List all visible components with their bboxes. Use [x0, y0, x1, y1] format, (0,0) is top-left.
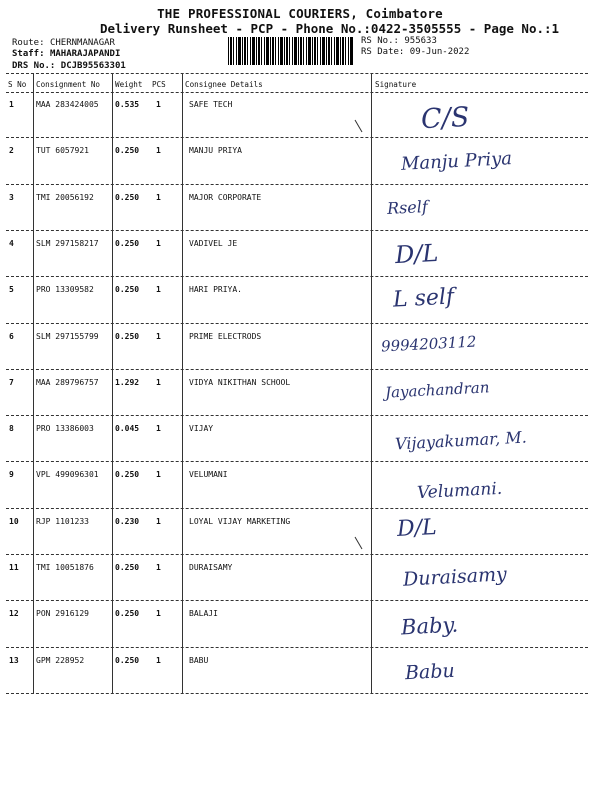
row-divider	[6, 693, 588, 694]
row-pcs: 1	[156, 516, 161, 526]
row-signature: 9994203112	[380, 332, 477, 355]
row-consignment-no: PON 2916129	[36, 609, 89, 619]
drs-value: DCJB95563301	[60, 61, 126, 71]
row-sno: 2	[9, 146, 14, 156]
check-mark-icon	[355, 536, 363, 549]
row-divider	[6, 369, 588, 370]
company-title: THE PROFESSIONAL COURIERS, Coimbatore	[157, 6, 443, 21]
rs-date-line	[361, 47, 469, 57]
table-top-rule	[6, 73, 588, 74]
row-signature: D/L	[394, 238, 439, 270]
row-consignment-no: PRO 13386003	[36, 424, 94, 434]
row-weight: 0.250	[115, 146, 140, 156]
row-sno: 6	[9, 331, 14, 341]
row-consignment-no: MAA 289796757	[36, 377, 99, 387]
rs-no-label: RS No.:	[361, 36, 399, 46]
rs-no-value: 955633	[404, 36, 437, 46]
route-label: Route:	[12, 38, 45, 48]
row-divider	[6, 647, 588, 648]
row-sno: 3	[9, 192, 14, 202]
row-weight: 0.230	[115, 516, 140, 526]
row-sno: 11	[9, 563, 19, 572]
row-pcs: 1	[156, 609, 161, 619]
row-sno: 7	[9, 377, 14, 387]
row-consignee: VADIVEL JE	[189, 238, 238, 248]
col-header-consignment: Consignment No	[36, 80, 101, 89]
row-sno: 12	[9, 609, 19, 619]
col-header-sno: S No	[8, 80, 27, 89]
row-consignment-no: SLM 297158217	[36, 238, 99, 248]
route-line	[12, 38, 115, 48]
col-header-signature: Signature	[375, 80, 417, 89]
row-weight: 0.250	[115, 470, 140, 480]
row-weight: 0.535	[115, 100, 140, 109]
row-pcs: 1	[156, 192, 161, 202]
row-signature: Vijayakumar, M.	[394, 427, 528, 454]
row-signature: Rself	[386, 196, 429, 218]
row-consignee: VIJAY	[189, 424, 214, 434]
row-consignment-no: TUT 6057921	[36, 146, 89, 156]
col-header-weight: Weight	[115, 80, 143, 89]
row-weight: 0.250	[115, 192, 140, 202]
row-pcs: 1	[156, 377, 161, 387]
row-pcs: 1	[156, 563, 161, 572]
row-consignee: LOYAL VIJAY MARKETING	[189, 516, 291, 526]
row-consignee: SAFE TECH	[189, 100, 233, 109]
row-divider	[6, 600, 588, 601]
row-sno: 13	[9, 655, 19, 665]
row-signature: D/L	[396, 514, 438, 542]
row-divider	[6, 508, 588, 509]
row-weight: 0.250	[115, 609, 140, 619]
row-signature: C/S	[420, 101, 471, 136]
row-consignment-no: TMI 10051876	[36, 563, 94, 572]
header-rule	[6, 92, 588, 93]
staff-value: MAHARAJAPANDI	[49, 49, 121, 59]
row-divider	[6, 554, 588, 555]
row-pcs: 1	[156, 100, 161, 109]
drs-line	[12, 61, 126, 71]
col-header-pcs: PCS	[152, 80, 166, 89]
row-consignment-no: VPL 499096301	[36, 470, 99, 480]
row-signature: Jayachandran	[384, 378, 490, 402]
row-sno: 10	[9, 516, 19, 526]
row-weight: 1.292	[115, 377, 140, 387]
route-value: CHERNMANAGAR	[49, 38, 115, 48]
row-divider	[6, 276, 588, 277]
row-consignee: HARI PRIYA.	[189, 285, 242, 295]
row-weight: 0.250	[115, 331, 140, 341]
row-divider	[6, 184, 588, 185]
row-consignment-no: GPM 228952	[36, 655, 85, 665]
row-signature: Babu	[404, 659, 456, 684]
runsheet-subtitle: Delivery Runsheet - PCP - Phone No.:0422-3505555 - Page No.:1	[100, 21, 560, 36]
row-consignee: MANJU PRIYA	[189, 146, 242, 156]
row-pcs: 1	[156, 470, 161, 480]
row-consignee: BABU	[189, 655, 209, 665]
row-sno: 9	[9, 470, 14, 480]
row-signature: Manju Priya	[400, 148, 513, 176]
row-pcs: 1	[156, 424, 161, 434]
row-signature: Baby.	[400, 612, 459, 640]
row-divider	[6, 415, 588, 416]
row-consignee: VIDYA NIKITHAN SCHOOL	[189, 377, 291, 387]
row-weight: 0.250	[115, 285, 140, 295]
barcode	[228, 37, 354, 65]
check-mark-icon	[355, 120, 363, 133]
rs-date-label: RS Date:	[361, 47, 405, 57]
row-consignee: MAJOR CORPORATE	[189, 192, 262, 202]
drs-label: DRS No.:	[12, 61, 56, 71]
row-weight: 0.250	[115, 238, 140, 248]
row-divider	[6, 323, 588, 324]
row-sno: 4	[9, 238, 14, 248]
row-consignment-no: TMI 20056192	[36, 192, 94, 202]
row-consignment-no: PRO 13309582	[36, 285, 94, 295]
row-pcs: 1	[156, 331, 161, 341]
row-consignment-no: SLM 297155799	[36, 331, 99, 341]
row-pcs: 1	[156, 238, 161, 248]
row-divider	[6, 137, 588, 138]
row-sno: 1	[9, 100, 14, 109]
row-signature: Velumani.	[416, 479, 503, 504]
row-consignee: BALAJI	[189, 609, 218, 619]
row-consignee: PRIME ELECTRODS	[189, 331, 262, 341]
row-consignment-no: RJP 1101233	[36, 516, 89, 526]
row-divider	[6, 230, 588, 231]
row-consignee: VELUMANI	[189, 470, 228, 480]
row-divider	[6, 461, 588, 462]
row-consignee: DURAISAMY	[189, 563, 233, 572]
col-header-consignee: Consignee Details	[185, 80, 263, 89]
row-signature: L self	[392, 284, 455, 313]
staff-label: Staff:	[12, 49, 45, 59]
rs-no-line	[361, 36, 437, 46]
row-pcs: 1	[156, 285, 161, 295]
row-pcs: 1	[156, 146, 161, 156]
rs-date-value: 09-Jun-2022	[409, 47, 470, 57]
row-consignment-no: MAA 283424005	[36, 100, 99, 109]
row-sno: 5	[9, 285, 14, 295]
row-weight: 0.250	[115, 655, 140, 665]
row-sno: 8	[9, 424, 14, 434]
row-signature: Duraisamy	[402, 563, 508, 591]
staff-line	[12, 49, 120, 59]
row-weight: 0.250	[115, 563, 140, 572]
row-weight: 0.045	[115, 424, 140, 434]
row-pcs: 1	[156, 655, 161, 665]
